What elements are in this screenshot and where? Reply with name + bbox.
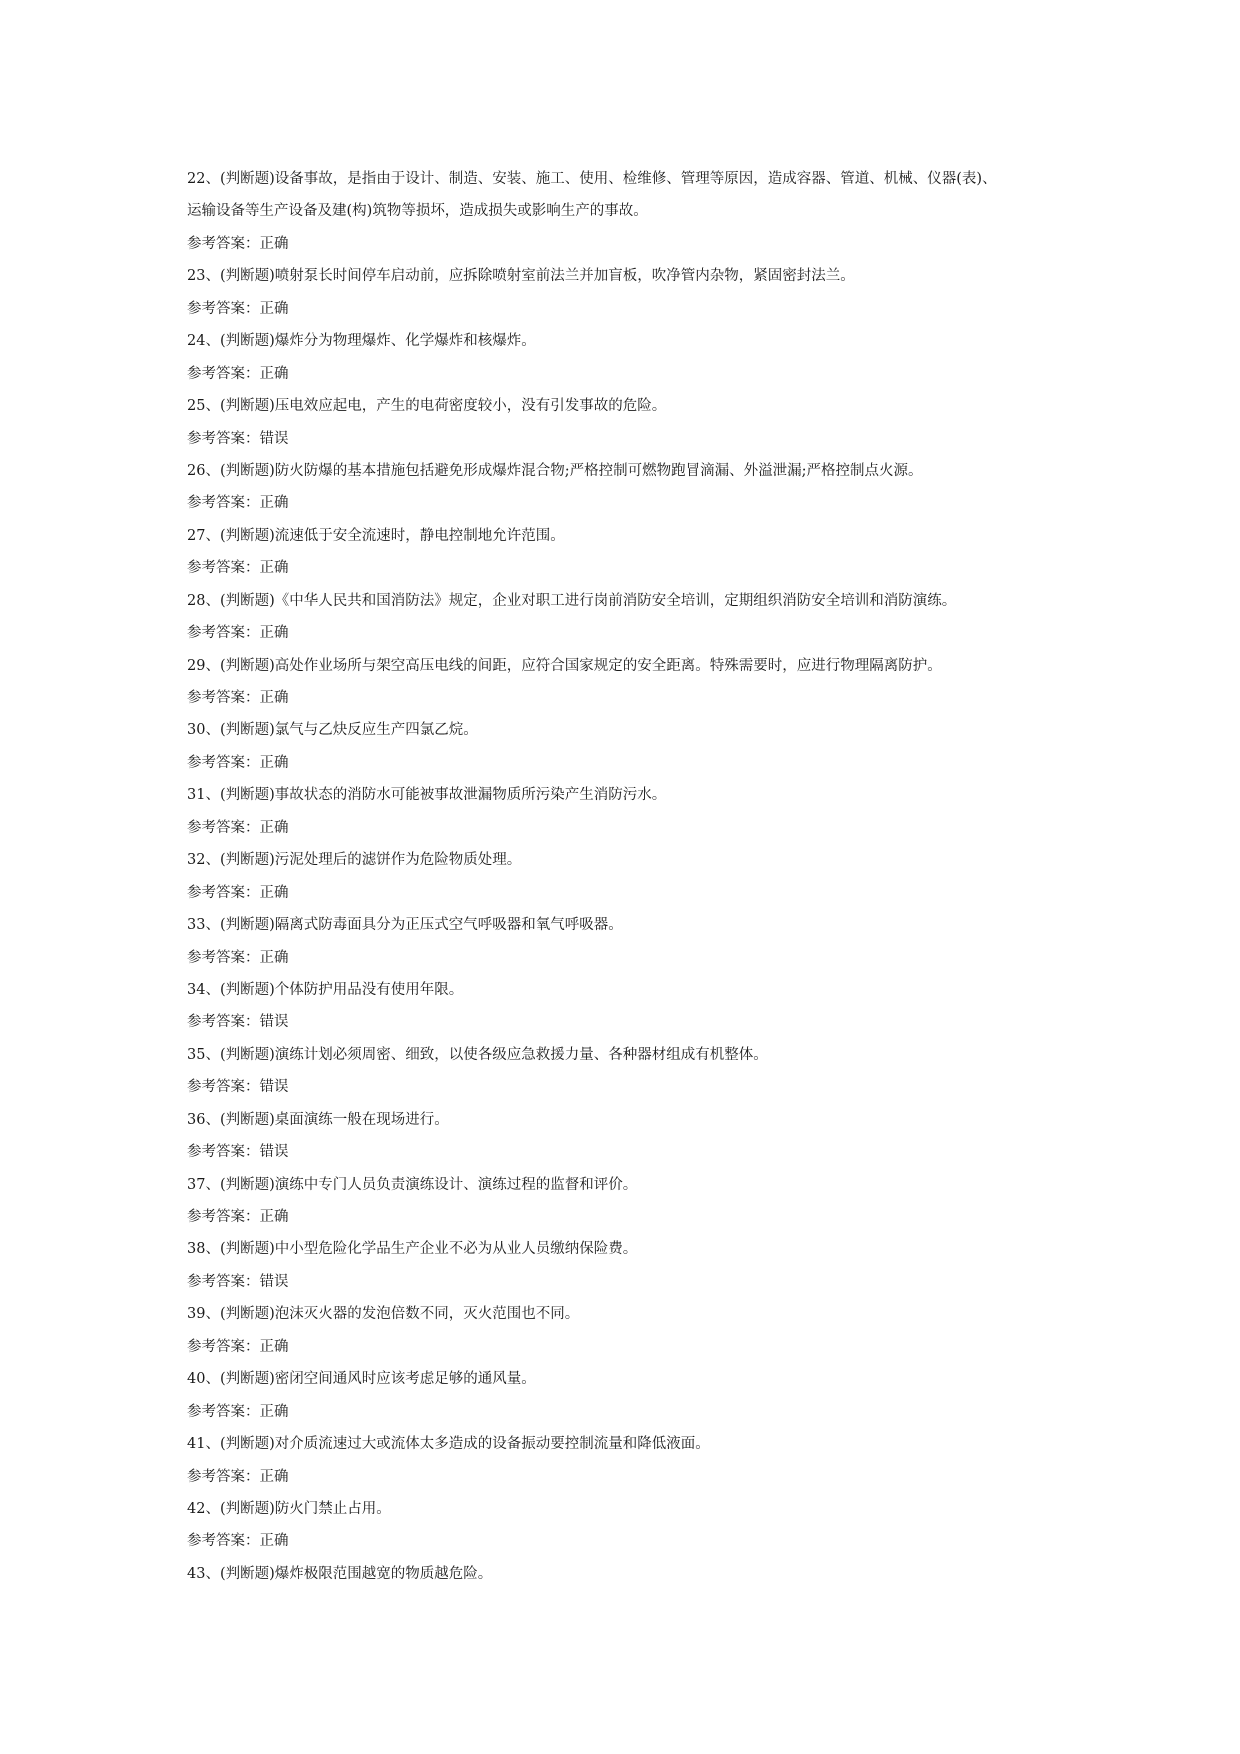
reference-answer: 参考答案：正确 bbox=[187, 819, 289, 836]
question-text-line: 28、(判断题)《中华人民共和国消防法》规定，企业对职工进行岗前消防安全培训，定期组织消防安全培训和消防演练。 bbox=[187, 592, 957, 609]
question-text-line: 40、(判断题)密闭空间通风时应该考虑足够的通风量。 bbox=[187, 1371, 536, 1388]
reference-answer: 参考答案：正确 bbox=[187, 495, 289, 512]
question-text-line: 32、(判断题)污泥处理后的滤饼作为危险物质处理。 bbox=[187, 852, 522, 869]
reference-answer: 参考答案：正确 bbox=[187, 300, 289, 317]
question-text-line: 23、(判断题)喷射泵长时间停车启动前，应拆除喷射室前法兰并加盲板，吹净管内杂物，紧固密封法兰。 bbox=[187, 268, 855, 285]
reference-answer: 参考答案：正确 bbox=[187, 884, 289, 901]
question-text-line: 33、(判断题)隔离式防毒面具分为正压式空气呼吸器和氧气呼吸器。 bbox=[187, 917, 623, 934]
reference-answer: 参考答案：正确 bbox=[187, 1403, 289, 1420]
question-text-line: 25、(判断题)压电效应起电，产生的电荷密度较小，没有引发事故的危险。 bbox=[187, 398, 667, 415]
reference-answer: 参考答案：错误 bbox=[187, 1273, 289, 1290]
reference-answer: 参考答案：正确 bbox=[187, 1209, 289, 1225]
reference-answer: 参考答案：正确 bbox=[187, 690, 289, 706]
reference-answer: 参考答案：正确 bbox=[187, 1533, 289, 1550]
reference-answer: 参考答案：正确 bbox=[187, 560, 289, 577]
reference-answer: 参考答案：错误 bbox=[187, 430, 289, 447]
question-text-line: 37、(判断题)演练中专门人员负责演练设计、演练过程的监督和评价。 bbox=[187, 1176, 638, 1193]
question-text-line: 24、(判断题)爆炸分为物理爆炸、化学爆炸和核爆炸。 bbox=[187, 333, 536, 350]
question-text-line: 41、(判断题)对介质流速过大或流体太多造成的设备振动要控制流量和降低液面。 bbox=[187, 1436, 710, 1453]
reference-answer: 参考答案：正确 bbox=[187, 949, 289, 966]
question-text-line: 39、(判断题)泡沫灭火器的发泡倍数不同，灭火范围也不同。 bbox=[187, 1306, 580, 1323]
question-text-line: 22、(判断题)设备事故，是指由于设计、制造、安装、施工、使用、检维修、管理等原因，造成容器、管道、机械、仪器(表)、 bbox=[187, 171, 997, 187]
question-text-line: 31、(判断题)事故状态的消防水可能被事故泄漏物质所污染产生消防污水。 bbox=[187, 787, 667, 804]
reference-answer: 参考答案：错误 bbox=[187, 1014, 289, 1031]
question-text-line: 30、(判断题)氯气与乙炔反应生产四氯乙烷。 bbox=[187, 722, 478, 739]
question-text-line: 34、(判断题)个体防护用品没有使用年限。 bbox=[187, 981, 464, 998]
question-text-line: 38、(判断题)中小型危险化学品生产企业不必为从业人员缴纳保险费。 bbox=[187, 1241, 638, 1258]
question-text-line: 27、(判断题)流速低于安全流速时，静电控制地允许范围。 bbox=[187, 527, 565, 544]
reference-answer: 参考答案：正确 bbox=[187, 1468, 289, 1485]
question-text-line: 运输设备等生产设备及建(构)筑物等损坏，造成损失或影响生产的事故。 bbox=[187, 203, 648, 220]
question-text-line: 29、(判断题)高处作业场所与架空高压电线的间距，应符合国家规定的安全距离。特殊需要时，应进行物理隔离防护。 bbox=[187, 657, 942, 674]
reference-answer: 参考答案：正确 bbox=[187, 365, 289, 382]
question-list bbox=[187, 163, 1087, 1590]
reference-answer: 参考答案：正确 bbox=[187, 235, 289, 252]
reference-answer: 参考答案：正确 bbox=[187, 754, 289, 771]
question-text-line: 35、(判断题)演练计划必须周密、细致，以使各级应急救援力量、各种器材组成有机整体。 bbox=[187, 1046, 768, 1063]
question-text-line: 36、(判断题)桌面演练一般在现场进行。 bbox=[187, 1111, 449, 1128]
reference-answer: 参考答案：正确 bbox=[187, 1338, 289, 1355]
reference-answer: 参考答案：正确 bbox=[187, 625, 289, 642]
question-text-line: 43、(判断题)爆炸极限范围越宽的物质越危险。 bbox=[187, 1565, 493, 1582]
reference-answer: 参考答案：错误 bbox=[187, 1079, 289, 1096]
question-text-line: 26、(判断题)防火防爆的基本措施包括避免形成爆炸混合物;严格控制可燃物跑冒滴漏、外溢泄漏;严格控制点火源。 bbox=[187, 462, 923, 479]
question-text-line: 42、(判断题)防火门禁止占用。 bbox=[187, 1500, 391, 1517]
reference-answer: 参考答案：错误 bbox=[187, 1144, 289, 1161]
